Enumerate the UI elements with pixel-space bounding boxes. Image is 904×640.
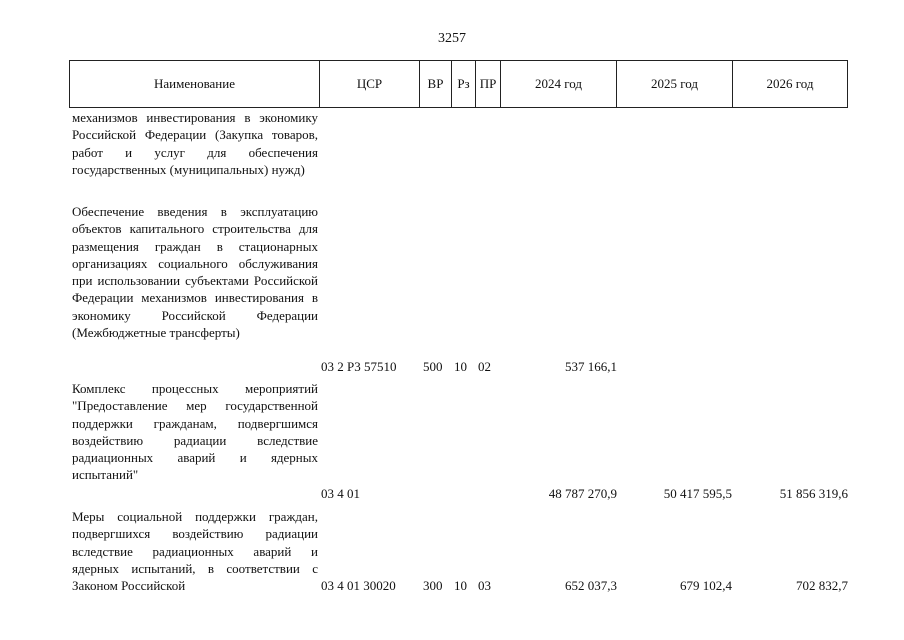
column-header-name: Наименование [70,61,320,107]
column-header-csr: ЦСР [320,61,420,107]
row-rz: 10 [454,578,467,593]
row-csr: 03 4 01 [321,486,360,501]
page-number: 3257 [438,31,466,46]
row-rz: 10 [454,359,467,374]
row-name: механизмов инвестирования в экономику Российской Федерации (Закупка товаров, работ и услуг для обеспечения государственных (муниципальных) нужд) [72,110,318,177]
column-header-2024: 2024 год [501,61,617,107]
column-header-2025: 2025 год [617,61,733,107]
row-name: Обеспечение введения в эксплуатацию объектов капитального строительства для размещения граждан в стационарных организациях социального обслуживания при использовании субъектами Российской Федерации механизмов инвестирования в экономику Российской Федерации (Межбюджетные трансферты) [72,204,318,341]
row-2024: 48 787 270,9 [548,486,617,501]
row-2024: 652 037,3 [565,578,617,593]
column-header-2026: 2026 год [766,76,814,91]
row-name: Комплекс процессных мероприятий "Предоставление мер государственной поддержки гражданам, подвергшимся воздействию радиации вследствие радиационных аварий и ядерных испытаний" [72,381,318,483]
column-header-pr: ПР [476,61,501,107]
column-header-rz: Рз [452,61,476,107]
row-2026: 702 832,7 [796,578,848,593]
row-pr: 02 [478,359,491,374]
row-2024: 537 166,1 [565,359,617,374]
table-header [69,60,848,108]
row-pr: 03 [478,578,491,593]
row-2025: 679 102,4 [680,578,732,593]
row-2026: 51 856 319,6 [779,486,848,501]
row-vr: 500 [423,359,443,374]
row-csr: 03 4 01 30020 [321,578,396,593]
column-header-vr: ВР [420,61,452,107]
row-vr: 300 [423,578,443,593]
row-csr: 03 2 Р3 57510 [321,359,397,374]
row-name: Меры социальной поддержки граждан, подвергшихся воздействию радиации вследствие радиационных аварий и ядерных испытаний, в соответствии с Законом Российской [72,509,318,594]
row-2025: 50 417 595,5 [663,486,732,501]
